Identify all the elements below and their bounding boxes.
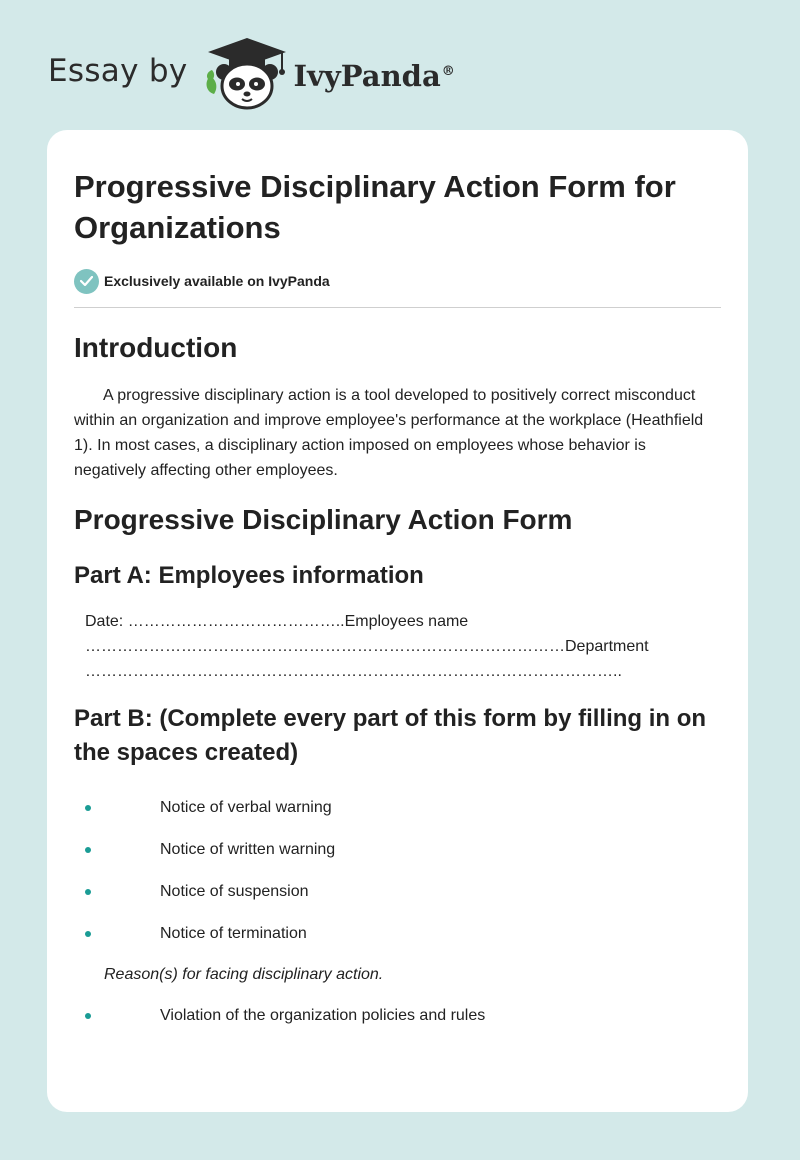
page-title: Progressive Disciplinary Action Form for Organizations bbox=[74, 169, 676, 245]
document-card bbox=[47, 130, 748, 1112]
brand-name bbox=[294, 59, 455, 93]
notice-label: Notice of termination bbox=[160, 925, 307, 942]
form-heading: Progressive Disciplinary Action Form bbox=[74, 504, 573, 535]
notice-label: Notice of written warning bbox=[160, 841, 336, 858]
employee-info-line: Date: …………………………………..Employees name bbox=[85, 613, 469, 630]
brand-prefix: Essay by bbox=[48, 53, 188, 89]
list-item bbox=[74, 871, 721, 913]
registered-mark: ® bbox=[441, 64, 455, 80]
bullet-icon bbox=[85, 889, 91, 895]
part-b-heading: Part B: (Complete every part of this form by filling in on the spaces created) bbox=[74, 705, 707, 766]
employee-info-line: ……………………………………………………………………………………….. bbox=[85, 663, 622, 680]
employee-info-line: ………………………………………………………………………………Department bbox=[85, 638, 649, 655]
list-item bbox=[74, 787, 721, 829]
reason-list bbox=[74, 995, 721, 1037]
notice-list bbox=[74, 787, 721, 955]
bullet-icon bbox=[85, 931, 91, 937]
site-header bbox=[48, 34, 455, 114]
list-item bbox=[74, 829, 721, 871]
list-item bbox=[74, 913, 721, 955]
bullet-icon bbox=[85, 805, 91, 811]
check-icon bbox=[74, 269, 99, 294]
bullet-icon bbox=[85, 847, 91, 853]
bullet-icon bbox=[85, 1013, 91, 1019]
list-item bbox=[74, 995, 721, 1037]
notice-label: Notice of suspension bbox=[160, 883, 309, 900]
employee-info-fields bbox=[74, 609, 721, 684]
reason-label: Violation of the organization policies and rules bbox=[160, 1007, 486, 1024]
introduction-heading: Introduction bbox=[74, 332, 238, 363]
divider bbox=[74, 307, 721, 308]
exclusive-label: Exclusively available on IvyPanda bbox=[104, 273, 330, 289]
exclusive-badge bbox=[74, 268, 721, 294]
notice-label: Notice of verbal warning bbox=[160, 799, 332, 816]
reasons-label: Reason(s) for facing disciplinary action. bbox=[104, 966, 384, 983]
introduction-paragraph: A progressive disciplinary action is a tool developed to positively correct misconduct within an organization and improve employee's performance at the workplace (Heathfield 1). In most cases, a disciplinary action imposed on employees whose behavior is negatively affecting other employees. bbox=[74, 387, 704, 479]
part-a-heading: Part A: Employees information bbox=[74, 562, 424, 589]
panda-graduate-icon bbox=[202, 34, 292, 114]
brand-name-text: IvyPanda bbox=[293, 59, 441, 93]
